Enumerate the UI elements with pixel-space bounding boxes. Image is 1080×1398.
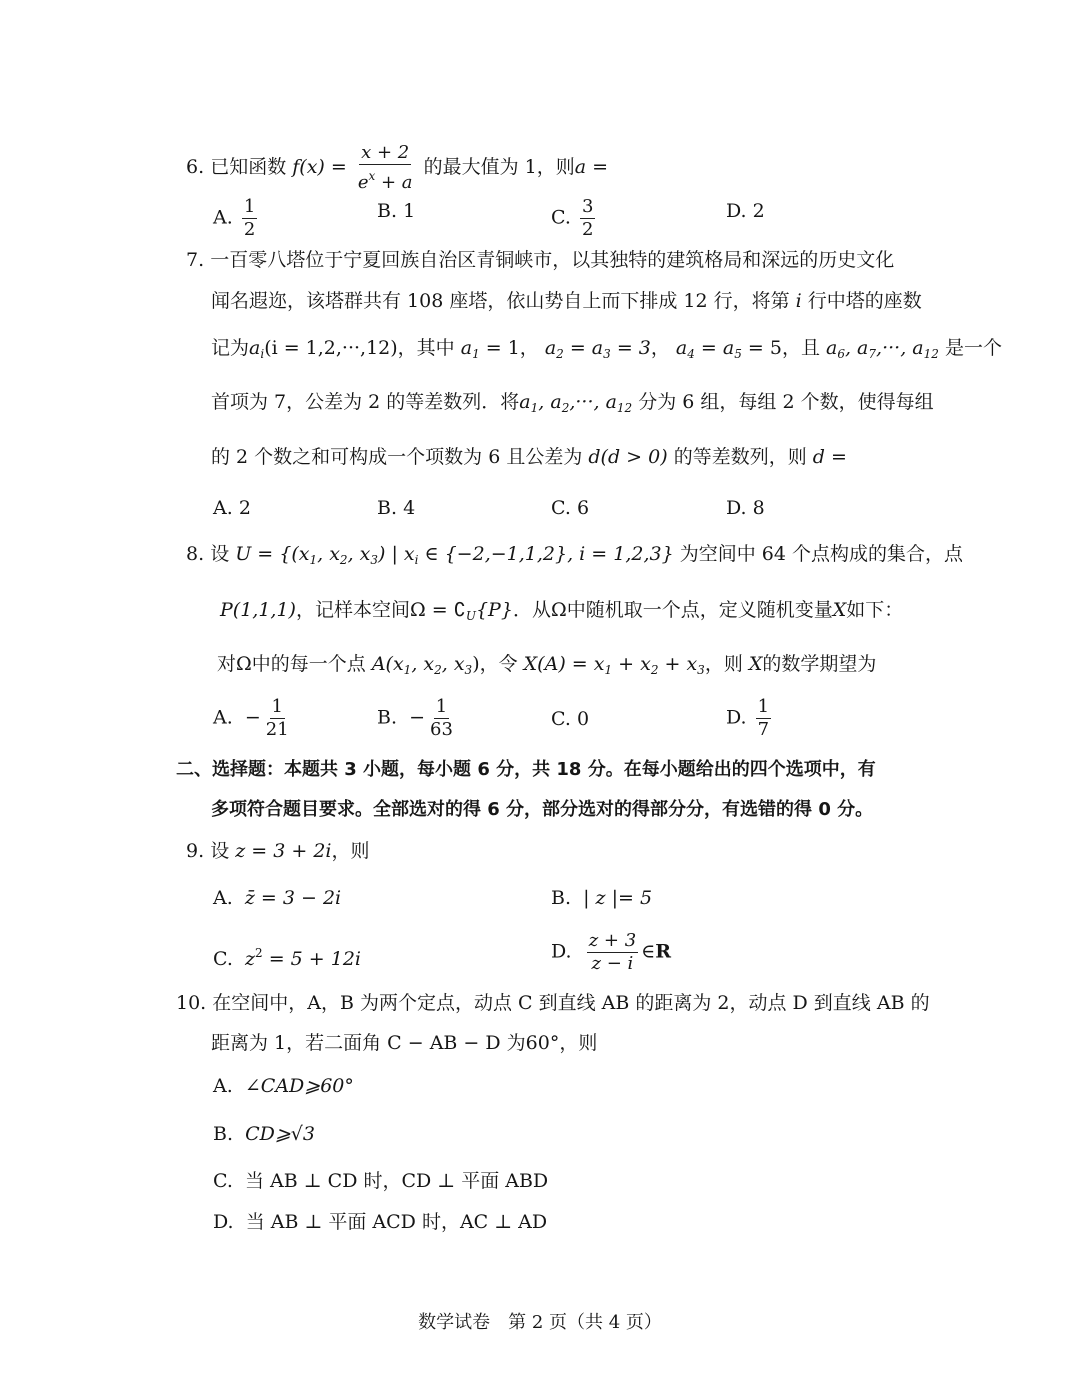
q9-option-a: A. z̄ = 3 − 2i [213,887,342,909]
q8-option-a: A. − $\frac{1}{21}$ [213,696,289,740]
q7-line-2: 闻名遐迩，该塔群共有 108 座塔，依山势自上而下排成 12 行，将第 i 行中塔的座数 [211,290,922,312]
q7-line-5: 的 2 个数之和可构成一个项数为 6 且公差为 d(d > 0) 的等差数列，则 d = [211,446,847,468]
q9-option-b: B. | z |= 5 [551,887,653,909]
q8-line-2: P(1,1,1)，记样本空间$\Omega = ∁_U\{P\}$．从Ω中随机取一个点，定义随机变量X如下： [220,599,904,623]
q7-option-d: D. 8 [726,497,765,519]
q9-option-c: C. $z^2 = 5 + 12i$ [213,946,361,970]
q10-option-d: D. 当 AB ⊥ 平面 ACD 时，AC ⊥ AD [213,1211,548,1233]
q6-option-d: D. 2 [726,200,765,222]
section-2-heading: 二、选择题：本题共 3 小题，每小题 6 分，共 18 分。在每小题给出的四个选项中，有 [176,759,876,780]
page-footer: 数学试卷 第 2 页（共 4 页） [418,1312,662,1333]
q10-option-a: A. ∠CAD⩾60° [213,1075,354,1097]
q8-option-c: C. 0 [551,708,590,730]
q7-option-b: B. 4 [377,497,416,519]
q7-option-a: A. 2 [213,497,251,519]
q6-stem: 6. 已知函数 f(x) = $\frac{x + 2}{e^x + a}$ 的最大值为 1，则a = [186,142,609,193]
q6-fraction: $\frac{x + 2}{e^x + a}$ [357,142,413,193]
q6-number: 6. [186,156,205,178]
q10-line-1: 10. 在空间中，A，B 为两个定点，动点 C 到直线 AB 的距离为 2，动点 D 到直线 AB 的 [176,992,930,1014]
section-2-heading-line-2: 多项符合题目要求。全部选对的得 6 分，部分选对的得部分分，有选错的得 0 分。 [211,799,874,820]
q6-option-a: A. $\frac{1}{2}$ [213,196,256,240]
q7-option-c: C. 6 [551,497,590,519]
q10-line-2: 距离为 1，若二面角 C − AB − D 为60°，则 [211,1032,598,1054]
q8-line-3: 对Ω中的每一个点 $A(x_1$, $x_2$, $x_3$)，令 $X(A) = x_1 + x_2 + x_3$，则 X的数学期望为 [217,653,877,677]
q8-option-b: B. − $\frac{1}{63}$ [377,696,453,740]
q7-line-3: 记为$a_i(i = 1,2,\cdot\cdot\cdot,12)$，其中 $a_1 = 1$， $a_2 = a_3 = 3$， $a_4 = a_5 = 5$，且 $a_6$, $a_7,\cdot\cdot\cdot$, $a_{12}$ 是一个 [211,337,1002,361]
q6-option-c: C. $\frac{3}{2}$ [551,196,594,240]
q10-option-c: C. 当 AB ⊥ CD 时，CD ⊥ 平面 ABD [213,1170,549,1192]
q9-option-d: D. $\frac{z + 3}{z - i}$ ∈R [551,930,672,974]
q8-option-d: D. $\frac{1}{7}$ [726,696,770,740]
q7-line-4: 首项为 7，公差为 2 的等差数列．将$a_1$, $a_2,\cdot\cdot\cdot$, $a_{12}$ 分为 6 组，每组 2 个数，使得每组 [211,391,934,415]
q6-option-b: B. 1 [377,200,416,222]
q7-line-1: 7. 一百零八塔位于宁夏回族自治区青铜峡市，以其独特的建筑格局和深远的历史文化 [186,249,895,271]
q8-line-1: 8. 设 $U = \{(x_1$, $x_2$, $x_3$) | $x_i$ ∈ {−2,−1,1,2}, i = 1,2,3} 为空间中 64 个点构成的集合，点 [186,543,963,567]
q10-option-b: B. CD⩾√3 [213,1123,315,1145]
q9-stem: 9. 设 z = 3 + 2i，则 [186,840,370,862]
